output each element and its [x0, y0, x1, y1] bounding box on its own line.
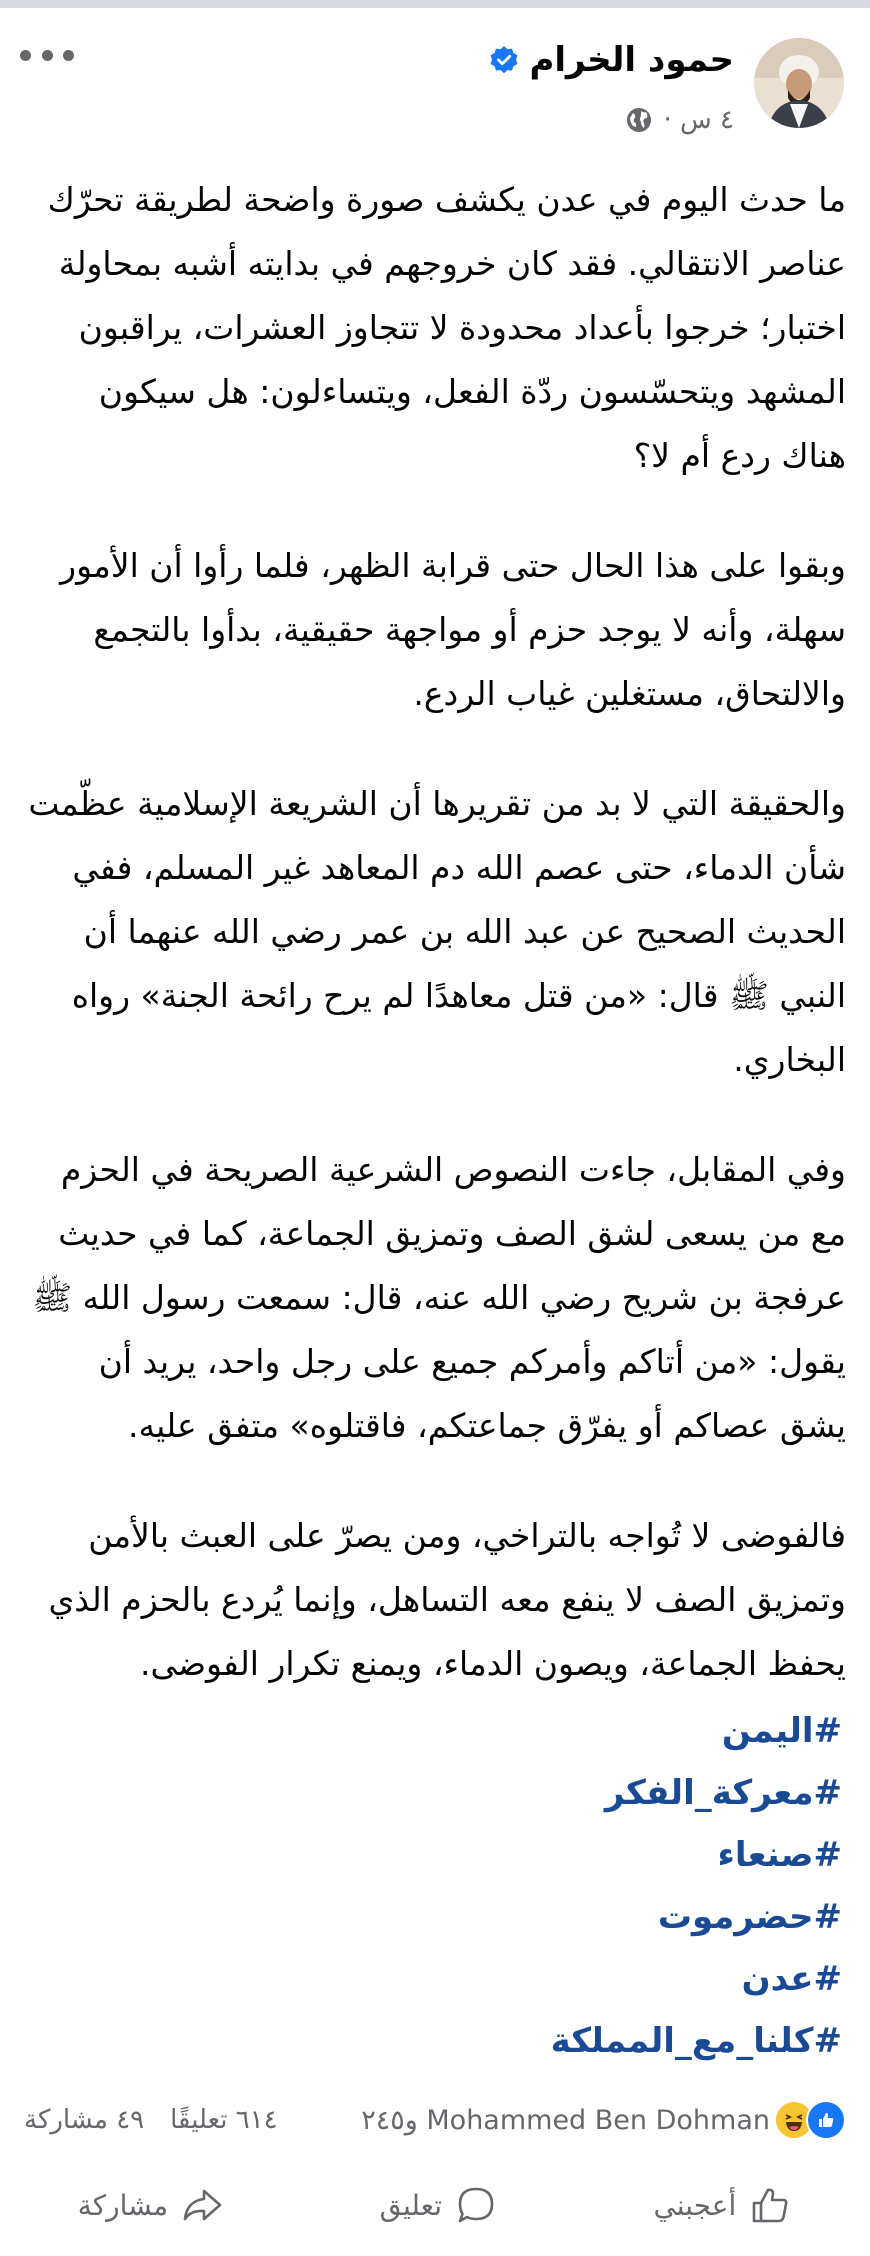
post-paragraph: وفي المقابل، جاءت النصوص الشرعية الصريحة في الحزم مع من يسعى لشق الصف وتمزيق الجماعة، كما في حديث عرفجة بن شريح رضي الله عنه، قال: سمعت رسول الله ﷺ يقول: «من أتاكم وأمركم جميع على رجل واحد، يريد أن يشق عصاكم أو يفرّق جماعتكم، فاقتلوه» متفق عليه. [32, 1150, 846, 1445]
verified-badge-icon [489, 45, 519, 75]
post-text [24, 168, 846, 1742]
post-time[interactable]: ٤ س · [663, 105, 734, 135]
author-row [489, 38, 734, 82]
engagement-counts [24, 2105, 278, 2135]
share-count[interactable]: ٤٩ مشاركة [24, 2105, 145, 2135]
hashtag-link[interactable]: #صنعاء [717, 1835, 842, 1875]
share-button[interactable] [78, 2183, 224, 2227]
post-paragraph: ما حدث اليوم في عدن يكشف صورة واضحة لطريقة تحرّك عناصر الانتقالي. فقد كان خروجهم في بدايته أشبه بمحاولة اختبار؛ خرجوا بأعداد محدودة لا تتجاوز العشرات، يراقبون المشهد ويتحسّسون ردّة الفعل، ويتساءلون: هل سيكون هناك ردع أم لا؟ [47, 180, 846, 475]
like-reaction-icon [806, 2100, 846, 2140]
share-label: مشاركة [77, 2188, 169, 2222]
hashtag-list [551, 1700, 842, 2072]
comment-button[interactable] [380, 2183, 498, 2227]
like-icon [748, 2183, 792, 2227]
top-divider [0, 0, 870, 8]
avatar[interactable] [754, 38, 844, 128]
hashtag-link[interactable]: #معركة_الفكر [604, 1773, 842, 1813]
comment-count[interactable]: ٦١٤ تعليقًا [170, 2105, 278, 2135]
author-name[interactable]: حمود الخرام [529, 40, 734, 80]
post-paragraph: وبقوا على هذا الحال حتى قرابة الظهر، فلما رأوا أن الأمور سهلة، وأنه لا يوجد حزم أو مواجهة حقيقية، بدأوا بالتجمع والالتحاق، مستغلين غياب الردع. [60, 546, 846, 713]
comment-icon [454, 2183, 498, 2227]
reaction-count[interactable] [361, 2100, 846, 2140]
hashtag-link[interactable]: #اليمن [721, 1711, 842, 1751]
post-meta [625, 100, 734, 140]
hashtag-link[interactable]: #عدن [741, 1959, 842, 1999]
globe-icon [625, 106, 653, 134]
hashtag-link[interactable]: #حضرموت [657, 1897, 842, 1937]
reactions-summary [24, 2096, 846, 2144]
comment-label: تعليق [379, 2188, 442, 2222]
like-label: أعجبني [653, 2188, 737, 2222]
post-paragraph: فالفوضى لا تُواجه بالتراخي، ومن يصرّ على العبث بالأمن وتمزيق الصف لا ينفع معه التساهل، وإنما يُردع بالحزم الذي يحفظ الجماعة، ويصون الدماء، ويمنع تكرار الفوضى. [48, 1516, 846, 1683]
more-options-icon[interactable] [20, 40, 74, 70]
action-bar [0, 2170, 870, 2240]
reaction-summary-text: Mohammed Ben Dohman و٢٤٥ [361, 2104, 770, 2136]
share-icon [180, 2183, 224, 2227]
like-button[interactable] [653, 2183, 792, 2227]
post-paragraph: والحقيقة التي لا بد من تقريرها أن الشريعة الإسلامية عظّمت شأن الدماء، حتى عصم الله دم المعاهد غير المسلم، ففي الحديث الصحيح عن عبد الله بن عمر رضي الله عنهما أن النبي ﷺ قال: «من قتل معاهدًا لم يرح رائحة الجنة» رواه البخاري. [28, 784, 846, 1079]
hashtag-link[interactable]: #كلنا_مع_المملكة [550, 2021, 842, 2061]
